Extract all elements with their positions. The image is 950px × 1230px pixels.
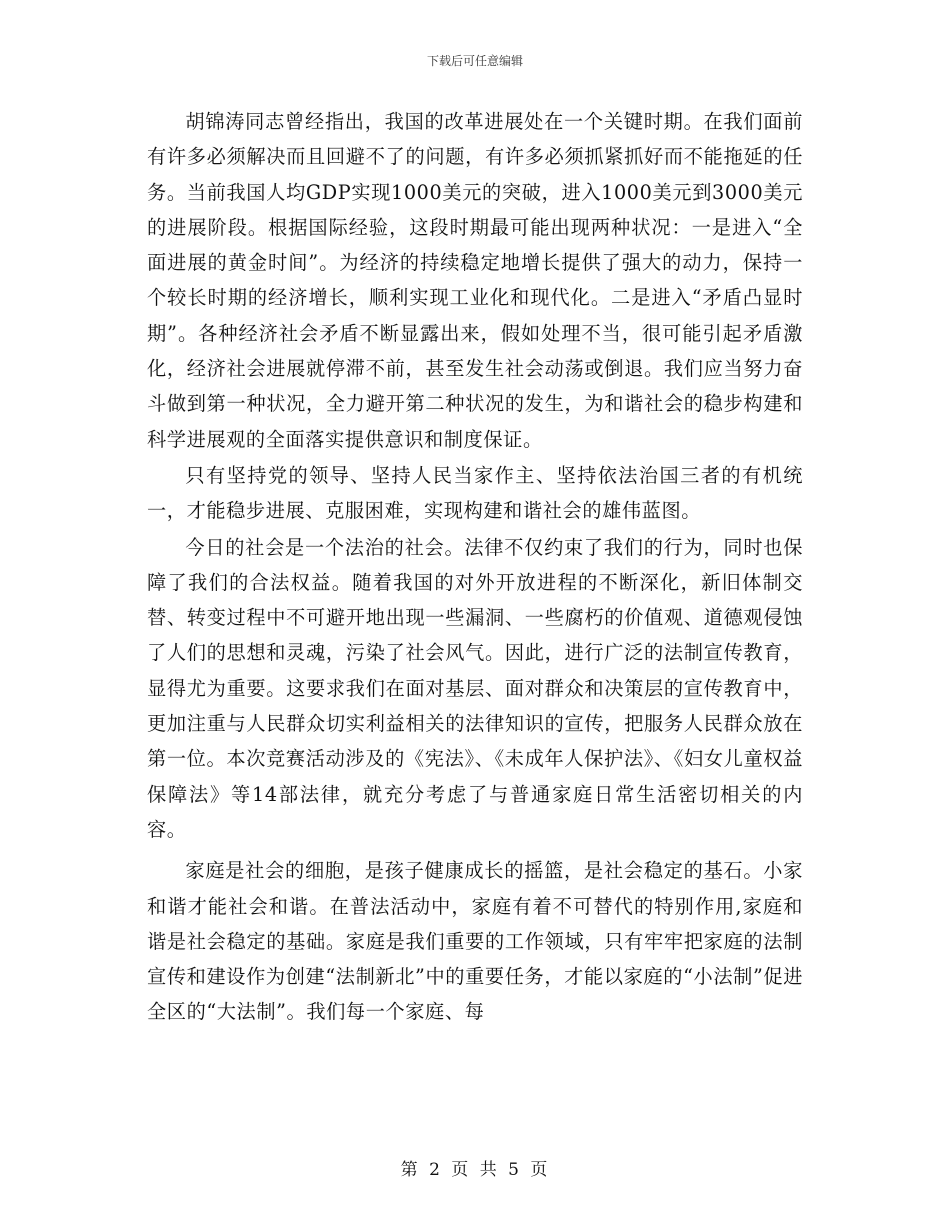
paragraph-4: 家庭是社会的细胞，是孩子健康成长的摇篮，是社会稳定的基石。小家和谐才能社会和谐。在普法活动中，家庭有着不可替代的特别作用,家庭和谐是社会稳定的基础。家庭是我们重要的工作领域，只有牢牢把家庭的法制宣传和建设作为创建“法制新北”中的重要任务，才能以家庭的“小法制”促进全区的“大法制”。我们每一个家庭、每 (147, 859, 803, 1024)
footer-suffix: 页 (530, 1160, 550, 1180)
page-header: 下载后可任意编辑 (426, 54, 523, 68)
footer-total-pages: 5 (508, 1160, 521, 1180)
footer-prefix: 第 (400, 1160, 420, 1180)
page-number-footer (0, 1155, 950, 1180)
document-body (147, 104, 803, 1031)
footer-total-label: 共 (479, 1160, 499, 1180)
paragraph-3: 今日的社会是一个法治的社会。法律不仅约束了我们的行为，同时也保障了我们的合法权益。随着我国的对外开放进程的不断深化，新旧体制交替、转变过程中不可避开地出现一些漏洞、一些腐朽的价值观、道德观侵蚀了人们的思想和灵魂，污染了社会风气。因此，进行广泛的法制宣传教育，显得尤为重要。这要求我们在面对基层、面对群众和决策层的宣传教育中，更加注重与人民群众切实利益相关的法律知识的宣传，把服务人民群众放在第一位。本次竞赛活动涉及的《宪法》、《未成年人保护法》、《妇女儿童权益保障法》等14部法律，就充分考虑了与普通家庭日常生活密切相关的内容。 (147, 535, 803, 841)
paragraph-2: 只有坚持党的领导、坚持人民当家作主、坚持依法治国三者的有机统一，才能稳步进展、克服困难，实现构建和谐社会的雄伟蓝图。 (147, 463, 803, 523)
footer-page-label: 页 (451, 1160, 471, 1180)
footer-current-page: 2 (429, 1160, 442, 1180)
paragraph-1: 胡锦涛同志曾经指出，我国的改革进展处在一个关键时期。在我们面前有许多必须解决而且回避不了的问题，有许多必须抓紧抓好而不能拖延的任务。当前我国人均GDP实现1000美元的突破，进入1000美元到3000美元的进展阶段。根据国际经验，这段时期最可能出现两种状况：一是进入“全面进展的黄金时间”。为经济的持续稳定地增长提供了强大的动力，保持一个较长时期的经济增长，顺利实现工业化和现代化。二是进入“矛盾凸显时期”。各种经济社会矛盾不断显露出来，假如处理不当，很可能引起矛盾激化，经济社会进展就停滞不前，甚至发生社会动荡或倒退。我们应当努力奋斗做到第一种状况，全力避开第二种状况的发生，为和谐社会的稳步构建和科学进展观的全面落实提供意识和制度保证。 (147, 110, 803, 451)
